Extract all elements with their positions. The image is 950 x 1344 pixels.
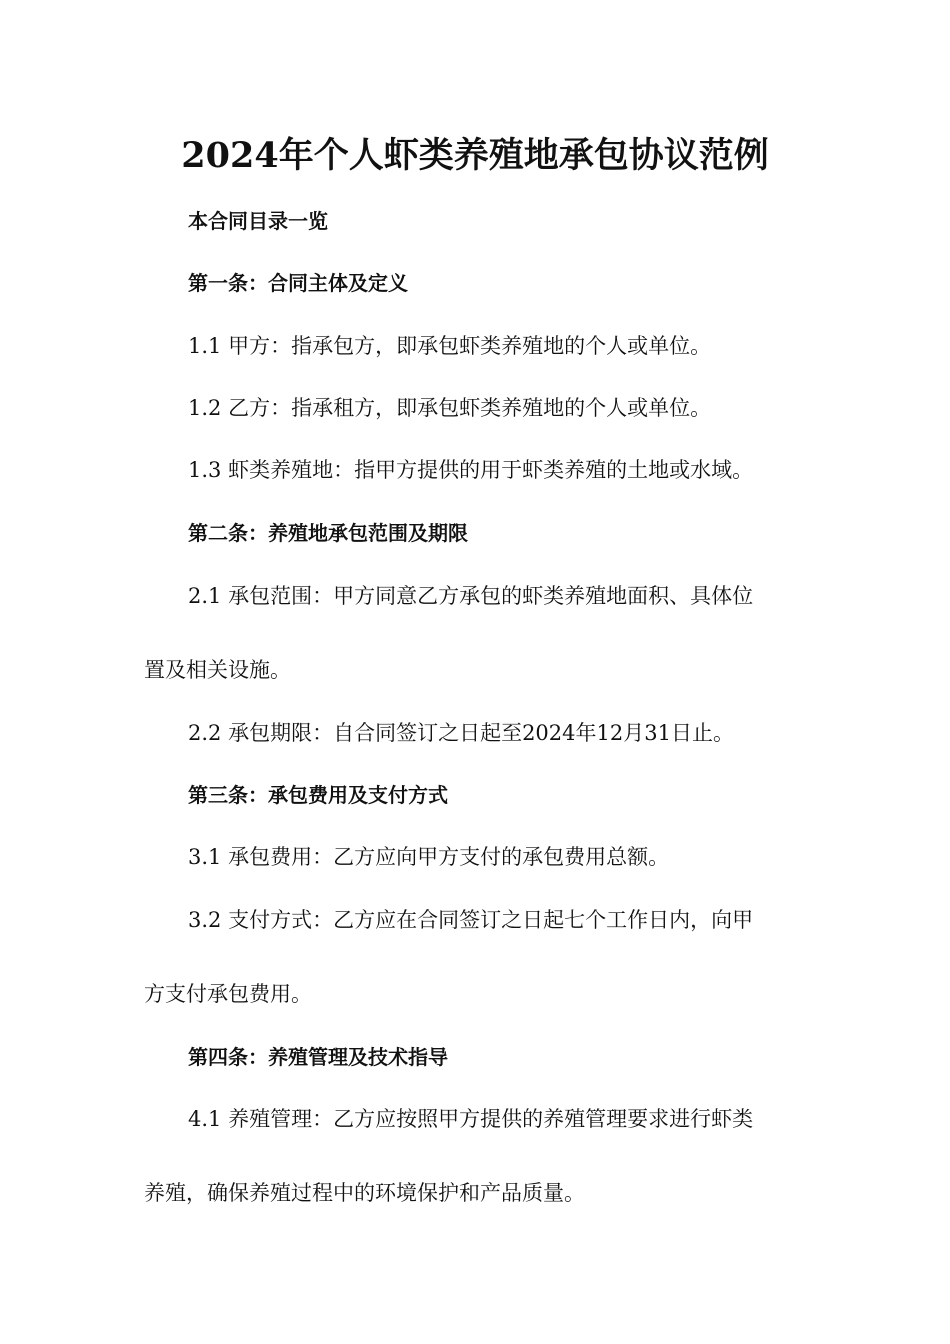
clause-1-2: 1.2 乙方：指承租方，即承包虾类养殖地的个人或单位。 bbox=[188, 396, 712, 420]
clause-3-2-line-2: 方支付承包费用。 bbox=[144, 982, 312, 1006]
clause-2-1-line-2: 置及相关设施。 bbox=[144, 658, 291, 682]
section-1-heading: 第一条：合同主体及定义 bbox=[188, 271, 408, 295]
clause-4-1-line-1: 4.1 养殖管理：乙方应按照甲方提供的养殖管理要求进行虾类 bbox=[188, 1107, 754, 1131]
section-3-heading: 第三条：承包费用及支付方式 bbox=[188, 783, 448, 807]
clause-3-1: 3.1 承包费用：乙方应向甲方支付的承包费用总额。 bbox=[188, 845, 670, 869]
clause-1-1: 1.1 甲方：指承包方，即承包虾类养殖地的个人或单位。 bbox=[188, 334, 712, 358]
clause-3-2-line-1: 3.2 支付方式：乙方应在合同签订之日起七个工作日内，向甲 bbox=[188, 908, 754, 932]
clause-2-2: 2.2 承包期限：自合同签订之日起至2024年12月31日止。 bbox=[188, 721, 734, 745]
document-title: 2024年个人虾类养殖地承包协议范例 bbox=[181, 135, 769, 176]
clause-4-1-line-2: 养殖，确保养殖过程中的环境保护和产品质量。 bbox=[144, 1181, 585, 1205]
section-4-heading: 第四条：养殖管理及技术指导 bbox=[188, 1045, 448, 1069]
clause-2-1-line-1: 2.1 承包范围：甲方同意乙方承包的虾类养殖地面积、具体位 bbox=[188, 584, 754, 608]
clause-1-3: 1.3 虾类养殖地：指甲方提供的用于虾类养殖的土地或水域。 bbox=[188, 458, 754, 482]
section-2-heading: 第二条：养殖地承包范围及期限 bbox=[188, 521, 468, 545]
toc-heading: 本合同目录一览 bbox=[188, 209, 328, 233]
